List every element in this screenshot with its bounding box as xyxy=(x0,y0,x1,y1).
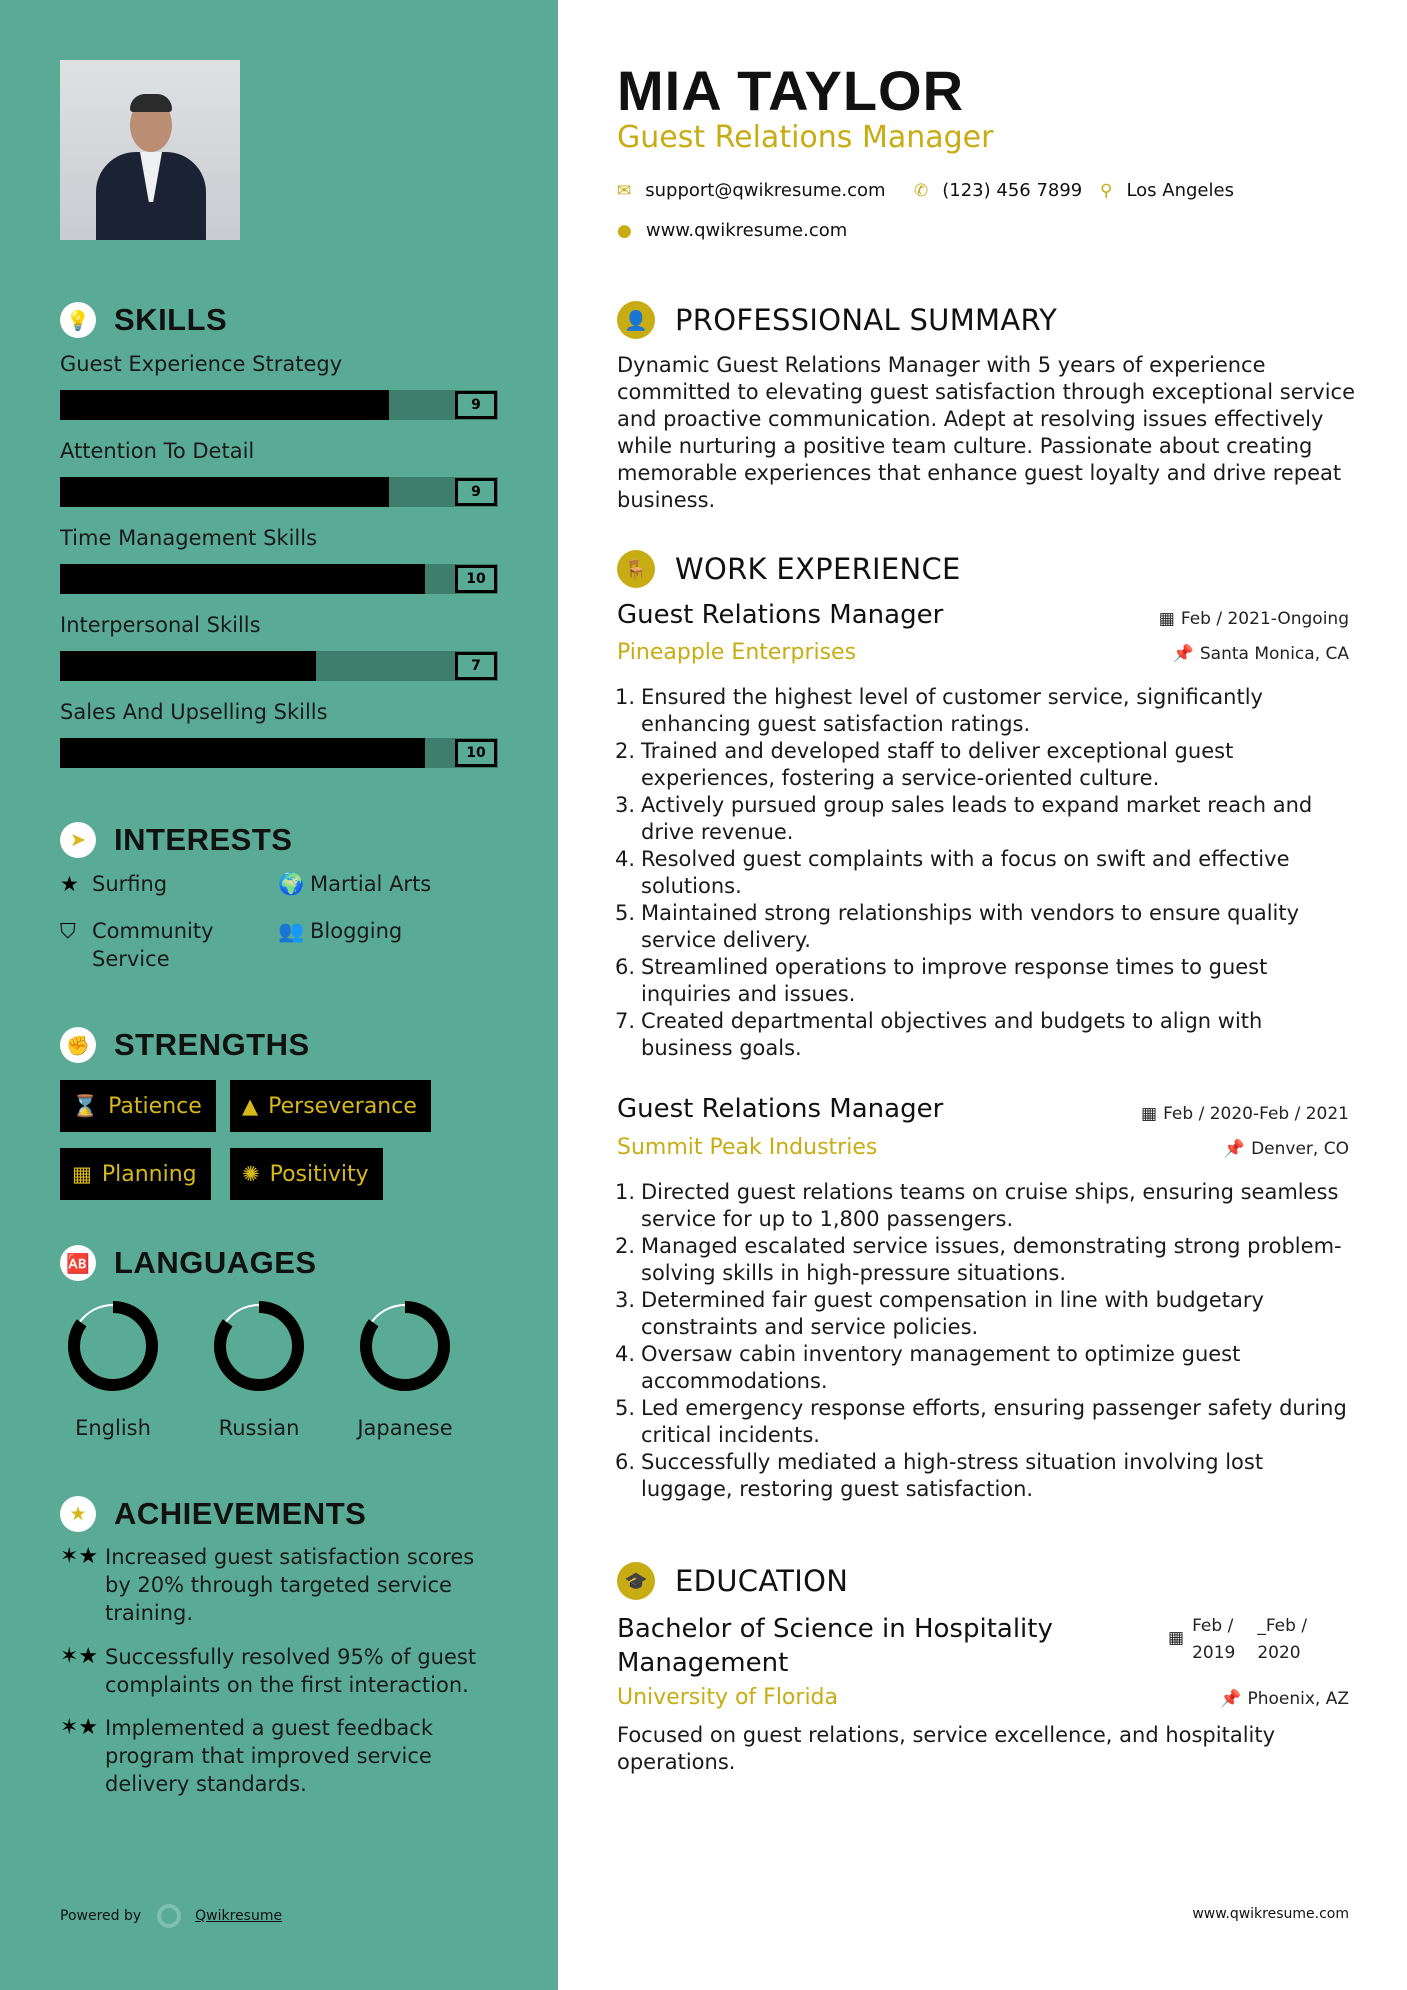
duty-item: 6. Streamlined operations to improve response times to guest inquiries and issues. xyxy=(614,955,1268,1006)
job-title: Guest Relations Manager xyxy=(617,600,944,630)
duty-item: 1. Ensured the highest level of customer service, significantly enhancing guest satisfaction ratings. xyxy=(614,685,1263,736)
powered-by: Powered by Qwikresume xyxy=(60,1904,282,1928)
skill-item xyxy=(60,352,500,420)
education-degree: Bachelor of Science in Hospitality Management xyxy=(617,1614,1053,1678)
duty-item: 2. Trained and developed staff to deliver exceptional guest experiences, fostering a service-oriented culture. xyxy=(614,739,1234,790)
skill-bar xyxy=(60,738,498,768)
contact-phone[interactable]: ✆ (123) 456 7899 xyxy=(914,180,1083,201)
education-location: 📌 Phoenix, AZ xyxy=(1220,1689,1349,1709)
education-dates: ▦ Feb / 2019 _Feb / 2020 xyxy=(1168,1613,1307,1667)
strength-badge: ⌛ Patience xyxy=(60,1080,216,1132)
pin-icon: 📌 xyxy=(1172,644,1194,664)
globe-icon: 🌍 xyxy=(278,872,305,896)
strengths-heading xyxy=(60,1027,310,1063)
interests-heading xyxy=(60,822,292,858)
duty-item: 5. Maintained strong relationships with vendors to ensure quality service delivery. xyxy=(614,901,1300,952)
map-pin-icon: ⚲ xyxy=(1100,180,1113,201)
language-icon: 🆎 xyxy=(60,1245,96,1281)
profile-photo xyxy=(60,60,240,240)
job-company: Pineapple Enterprises xyxy=(617,640,857,665)
duty-item: 1. Directed guest relations teams on cruise ships, ensuring seamless service for up to 1,800 passengers. xyxy=(614,1180,1339,1231)
stars-icon: ✶★ xyxy=(60,1715,99,1740)
achievement-item: ✶★ Successfully resolved 95% of guest complaints on the first interaction. xyxy=(60,1644,477,1697)
contact-website[interactable]: ● www.qwikresume.com xyxy=(617,220,848,241)
skill-name: Time Management Skills xyxy=(60,526,318,550)
skill-bar xyxy=(60,651,498,681)
strength-badge: ✺ Positivity xyxy=(230,1148,383,1200)
language-item xyxy=(189,1298,329,1440)
interest-item: 👥 Blogging xyxy=(278,919,403,943)
skill-bar-fill xyxy=(60,390,389,420)
contact-location: ⚲ Los Angeles xyxy=(1100,180,1234,201)
skill-level: 9 xyxy=(455,391,497,419)
achievements-heading xyxy=(60,1496,366,1532)
summary-text: Dynamic Guest Relations Manager with 5 years of experience committed to elevating guest satisfaction through exceptional service and proactive communication. Adept at resolving issues effectively while nurturing a positive team culture. Passionate about creating memorable experiences that enhance guest loyalty and drive repeat business. xyxy=(617,353,1356,512)
skill-item xyxy=(60,700,500,768)
graduation-cap-icon: 🎓 xyxy=(617,1562,655,1600)
language-name: Russian xyxy=(218,1416,300,1440)
skill-name: Guest Experience Strategy xyxy=(60,352,343,376)
duty-item: 7. Created departmental objectives and budgets to align with business goals. xyxy=(614,1009,1263,1060)
users-icon: 👥 xyxy=(278,919,305,943)
skill-bar-fill xyxy=(60,651,316,681)
skill-bar xyxy=(60,564,498,594)
summary-heading xyxy=(617,301,1057,339)
job-location: 📌 Santa Monica, CA xyxy=(1172,644,1349,664)
star-icon: ★ xyxy=(60,872,79,896)
achievement-item: ✶★ Implemented a guest feedback program that improved service delivery standards. xyxy=(60,1715,434,1796)
pin-icon: 📌 xyxy=(1220,1689,1242,1709)
skill-item xyxy=(60,613,500,681)
interest-item: 🌍 Martial Arts xyxy=(278,872,432,896)
education-heading xyxy=(617,1562,848,1600)
hourglass-icon: ⌛ xyxy=(72,1093,99,1118)
job-duties xyxy=(613,684,1353,1062)
fist-icon: ✊ xyxy=(60,1027,96,1063)
duty-item: 6. Successfully mediated a high-stress situation involving lost luggage, restoring guest satisfaction. xyxy=(614,1450,1264,1501)
envelope-icon: ✉ xyxy=(617,180,632,201)
language-ring xyxy=(211,1298,307,1394)
qwikresume-logo-icon xyxy=(157,1904,181,1928)
strength-badge: ▲ Perseverance xyxy=(230,1080,431,1132)
skill-bar-fill xyxy=(60,738,425,768)
education-description: Focused on guest relations, service excellence, and hospitality operations. xyxy=(617,1723,1276,1774)
languages-heading xyxy=(60,1245,317,1281)
road-icon: ▲ xyxy=(242,1094,259,1118)
job-dates: ▦ Feb / 2020-Feb / 2021 xyxy=(1141,1104,1349,1124)
skill-bar xyxy=(60,390,498,420)
summary-title: PROFESSIONAL SUMMARY xyxy=(675,303,1058,337)
skills-heading xyxy=(60,302,227,338)
achievement-item: ✶★ Increased guest satisfaction scores by 20% through targeted service training. xyxy=(60,1544,475,1625)
skill-bar-fill xyxy=(60,477,389,507)
job-title: Guest Relations Manager xyxy=(617,1094,944,1124)
skill-name: Interpersonal Skills xyxy=(60,613,261,637)
duty-item: 2. Managed escalated service issues, demonstrating strong problem-solving skills in high-pressure situations. xyxy=(614,1234,1342,1285)
education-school: University of Florida xyxy=(617,1685,838,1710)
skill-item xyxy=(60,439,500,507)
languages-title: LANGUAGES xyxy=(114,1245,317,1280)
qwikresume-link[interactable]: Qwikresume xyxy=(195,1908,283,1924)
skill-name: Sales And Upselling Skills xyxy=(60,700,328,724)
job-location: 📌 Denver, CO xyxy=(1223,1139,1349,1159)
skill-level: 9 xyxy=(455,478,497,506)
star-badge-icon: ★ xyxy=(60,1496,96,1532)
globe-icon: ● xyxy=(617,220,632,241)
office-chair-icon: 🪑 xyxy=(617,550,655,588)
work-title: WORK EXPERIENCE xyxy=(675,552,961,586)
footer-website[interactable]: www.qwikresume.com xyxy=(1192,1906,1349,1922)
job-duties xyxy=(613,1179,1353,1503)
calendar-icon: ▦ xyxy=(1141,1104,1158,1124)
skill-item xyxy=(60,526,500,594)
shield-icon: ⛉ xyxy=(60,919,76,943)
language-item xyxy=(335,1298,475,1440)
paper-plane-icon: ➤ xyxy=(60,822,96,858)
skill-level: 10 xyxy=(455,739,497,767)
skill-bar-fill xyxy=(60,564,425,594)
phone-icon: ✆ xyxy=(914,180,929,201)
contact-email[interactable]: ✉ support@qwikresume.com xyxy=(617,180,886,201)
language-name: English xyxy=(75,1416,151,1440)
language-ring xyxy=(357,1298,453,1394)
education-title: EDUCATION xyxy=(675,1564,849,1598)
pin-icon: 📌 xyxy=(1223,1139,1246,1159)
calendar-icon: ▦ xyxy=(1168,1628,1185,1648)
interest-item: ★ Surfing xyxy=(60,872,168,896)
work-heading xyxy=(617,550,961,588)
skill-bar xyxy=(60,477,498,507)
stars-icon: ✶★ xyxy=(60,1644,99,1669)
language-name: Japanese xyxy=(357,1416,453,1440)
duty-item: 3. Determined fair guest compensation in line with budgetary constraints and service policies. xyxy=(614,1288,1264,1339)
duty-item: 5. Led emergency response efforts, ensuring passenger safety during critical incidents. xyxy=(614,1396,1347,1447)
skill-name: Attention To Detail xyxy=(60,439,255,463)
stars-icon: ✶★ xyxy=(60,1544,99,1569)
language-item xyxy=(43,1298,183,1440)
achievements-title: ACHIEVEMENTS xyxy=(114,1496,367,1531)
interest-item: ⛉ Community Service xyxy=(60,919,214,971)
sun-icon: ✺ xyxy=(242,1162,260,1186)
job-dates: ▦ Feb / 2021-Ongoing xyxy=(1158,609,1349,629)
strength-badge: ▦ Planning xyxy=(60,1148,211,1200)
lightbulb-icon: 💡 xyxy=(60,302,96,338)
job-company: Summit Peak Industries xyxy=(617,1135,878,1160)
interests-title: INTERESTS xyxy=(114,822,293,857)
candidate-name: MIA TAYLOR xyxy=(617,59,965,122)
duty-item: 4. Oversaw cabin inventory management to optimize guest accommodations. xyxy=(614,1342,1241,1393)
duty-item: 3. Actively pursued group sales leads to expand market reach and drive revenue. xyxy=(614,793,1313,844)
calendar-icon: ▦ xyxy=(72,1162,92,1186)
skills-title: SKILLS xyxy=(114,302,228,337)
skill-level: 10 xyxy=(455,565,497,593)
strengths-title: STRENGTHS xyxy=(114,1027,310,1062)
candidate-title: Guest Relations Manager xyxy=(617,120,994,155)
language-ring xyxy=(65,1298,161,1394)
duty-item: 4. Resolved guest complaints with a focus on swift and effective solutions. xyxy=(614,847,1290,898)
user-icon: 👤 xyxy=(617,301,655,339)
calendar-icon: ▦ xyxy=(1158,609,1175,629)
skill-level: 7 xyxy=(455,652,497,680)
left-sidebar xyxy=(0,0,558,1990)
